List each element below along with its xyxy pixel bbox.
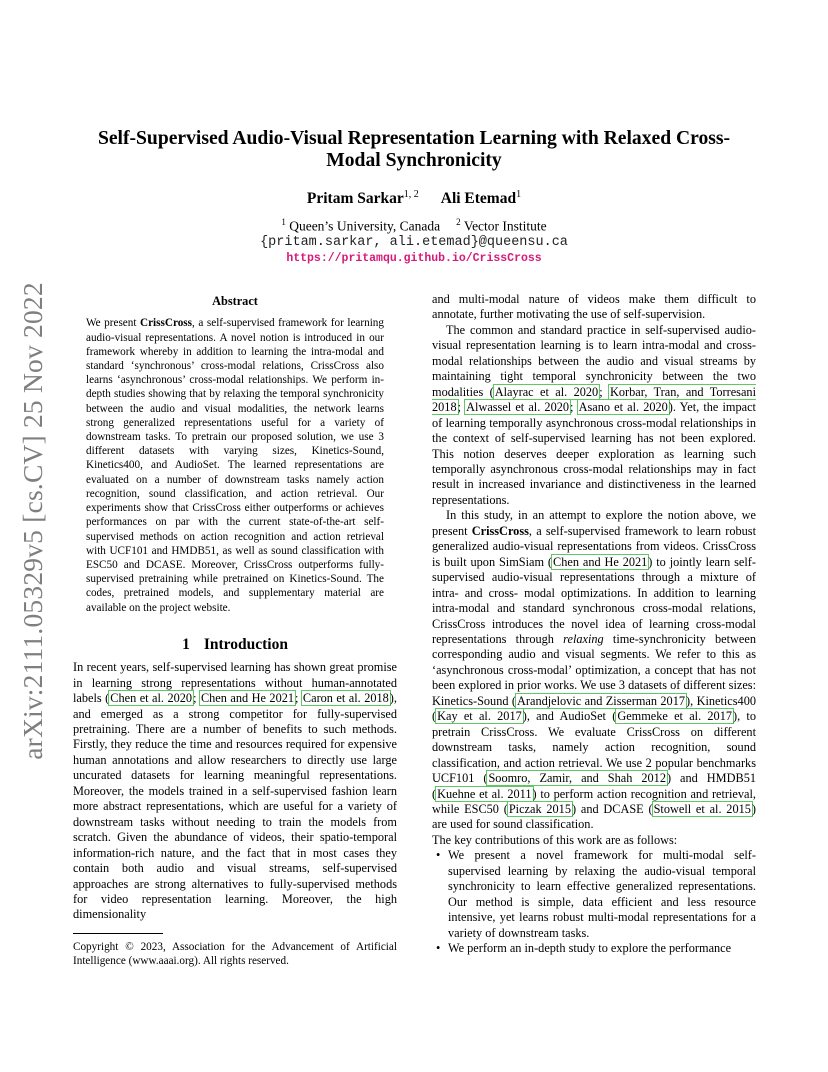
author-name: Ali Etemad bbox=[440, 190, 517, 208]
citation-link[interactable]: Asano et al. 2020 bbox=[578, 400, 668, 415]
copyright-footnote: Copyright © 2023, Association for the Advancement of Artificial Intelligence (www.aaai.org). All rights reserved. bbox=[73, 940, 397, 967]
list-item: • We present a novel framework for multi-modal self-supervised learning by relaxing the audio-visual temporal synchronicity to learn effective generalized representations. Our method is simple, data efficient and less resource intensive, yet learns robust multi-modal representations for a variety of downstream tasks. bbox=[436, 848, 756, 940]
intro-paragraph-1-continued: and multi-modal nature of videos make them difficult to annotate, further motivating the use of self-supervision. bbox=[432, 292, 756, 322]
author-affiliation-mark: 1 bbox=[516, 189, 522, 200]
citation-link[interactable]: Korbar, Tran, and Torresani 2018 bbox=[432, 384, 756, 415]
arxiv-id-text: arXiv:2111.05329v5 [cs.CV] 25 Nov 2022 bbox=[17, 282, 49, 760]
abstract-heading: Abstract bbox=[212, 294, 258, 308]
author-affiliation-mark: 1, 2 bbox=[403, 189, 419, 200]
abstract-body: We present CrissCross, a self-supervised framework for learning audio-visual representations. A novel notion is introduced in our framework whereby in addition to learning the intra-modal and standard ‘synchronous’ cross-modal relations, CrissCross also learns ‘asynchronous’ cross-modal relationships. We perform in-depth studies showing that by relaxing the temporal synchronicity between the audio and visual modalities, the network learns strong generalized representations useful for a variety of downstream tasks. To pretrain our proposed solution, we use 3 different datasets with varying sizes, Kinetics-Sound, Kinetics400, and AudioSet. The learned representations are evaluated on a number of downstream tasks namely action recognition, sound classification, and action retrieval. Our experiments show that CrissCross either outperforms or achieves performances on par with the current state-of-the-art self-supervised methods on action recognition and action retrieval with UCF101 and HMDB51, as well as sound classification with ESC50 and DCASE. Moreover, CrissCross outperforms fully-supervised pretraining while pretrained on Kinetics-Sound. The codes, pretrained models, and supplementary material are available on the project website. bbox=[86, 317, 384, 614]
citation-link[interactable]: Alwassel et al. 2020 bbox=[466, 400, 570, 415]
section-heading-introduction bbox=[73, 637, 397, 652]
arxiv-identifier-stamp bbox=[10, 282, 56, 760]
paper-title: Self-Supervised Audio-Visual Representation Learning with Relaxed Cross-Modal Synchronicity bbox=[97, 128, 731, 171]
citation-link[interactable]: Soomro, Zamir, and Shah 2012 bbox=[488, 771, 666, 786]
footnote-divider bbox=[73, 933, 163, 934]
bullet-icon: • bbox=[436, 941, 441, 956]
intro-paragraph-3: In this study, in an attempt to explore the notion above, we present CrissCross, a self-supervised framework to learn robust generalized audio-visual representations from videos. CrissCross is built upon SimSiam (Chen and He 2021) to jointly learn self-supervised audio-visual representations through a mixture of intra- and cross- modal optimizations. In addition to learning intra-modal and standard synchronous cross-modal relations, CrissCross introduces the novel idea of learning cross-modal representations through relaxing time-synchronicity between corresponding audio and visual segments. We refer to this as ‘asynchronous cross-modal’ optimization, a concept that has not been explored in prior works. We use 3 datasets of different sizes: Kinetics-Sound (Arandjelovic and Zisserman 2017), Kinetics400 (Kay et al. 2017), and AudioSet (Gemmeke et al. 2017), to pretrain CrissCross. We evaluate CrissCross on different downstream tasks, namely action recognition, sound classification, and action retrieval. We use 2 popular benchmarks UCF101 (Soomro, Zamir, and Shah 2012) and HMDB51 (Kuehne et al. 2011) to perform action recognition and retrieval, while ESC50 (Piczak 2015) and DCASE (Stowell et al. 2015) are used for sound classification. bbox=[432, 508, 757, 832]
citation-link[interactable]: Piczak 2015 bbox=[508, 801, 571, 816]
contributions-list bbox=[438, 848, 756, 956]
citation-link[interactable]: Kuehne et al. 2011 bbox=[437, 786, 532, 801]
right-column bbox=[432, 292, 756, 956]
framework-name: CrissCross bbox=[471, 523, 529, 538]
citation-link[interactable]: Chen et al. 2020 bbox=[110, 691, 193, 706]
citation-link[interactable]: Arandjelovic and Zisserman 2017 bbox=[517, 693, 685, 708]
framework-name: CrissCross bbox=[140, 317, 193, 330]
affiliation-mark: 1 bbox=[281, 217, 286, 228]
section-number: 1 bbox=[182, 635, 190, 653]
author-emails: {pritam.sarkar, ali.etemad}@queensu.ca bbox=[260, 234, 568, 250]
affiliation-name: Queen’s University, Canada bbox=[289, 218, 441, 234]
bullet-icon: • bbox=[436, 848, 441, 863]
contributions-lead: The key contributions of this work are as follows: bbox=[432, 832, 678, 847]
affiliation-name: Vector Institute bbox=[463, 218, 547, 234]
citation-link[interactable]: Kay et al. 2017 bbox=[437, 709, 522, 724]
citation-link[interactable]: Alayrac et al. 2020 bbox=[494, 384, 599, 399]
author-name: Pritam Sarkar bbox=[306, 190, 404, 208]
citation-link[interactable]: Chen and He 2021 bbox=[200, 691, 295, 706]
section-title: Introduction bbox=[203, 635, 288, 653]
affiliation-mark: 2 bbox=[456, 217, 461, 228]
intro-paragraph-1: In recent years, self-supervised learning has shown great promise in learning strong representations without human-annotated labels (Chen et al. 2020; Chen and He 2021; Caron et al. 2018), and emerged as a strong competitor for fully-supervised pretraining. There are a number of benefits to such methods. Firstly, they reduce the time and resources required for expensive human annotations and allow researchers to directly use large uncurated datasets for learning meaningful representations. Moreover, the models trained in a self-supervised fashion learn more abstract representations, which are useful for a variety of downstream tasks without needing to train the models from scratch. Given the abundance of videos, their spatio-temporal information-rich nature, and the fact that in most cases they contain both audio and visual streams, self-supervised approaches are strong alternatives to fully-supervised methods for video representation learning. Moreover, the high dimensionality bbox=[73, 660, 397, 922]
intro-paragraph-2: The common and standard practice in self-supervised audio-visual representation learning is to learn intra-modal and cross-modal relationships between the audio and visual streams by maintaining tight temporal synchronicity between the two modalities (Alayrac et al. 2020; Korbar, Tran, and Torresani 2018; Alwassel et al. 2020; Asano et al. 2020). Yet, the impact of learning temporally asynchronous cross-modal relationships in the context of self-supervised learning has not been explored. This notion deserves deeper exploration as learning such temporally asynchronous cross-modal relationships may in fact result in increased invariance and distinctiveness in the learned representations. bbox=[432, 322, 756, 507]
title-block bbox=[70, 128, 758, 266]
citation-link[interactable]: Gemmeke et al. 2017 bbox=[617, 709, 733, 724]
emphasis-text: relaxing bbox=[563, 631, 604, 646]
project-url-link[interactable]: https://pritamqu.github.io/CrissCross bbox=[286, 251, 542, 265]
citation-link[interactable]: Chen and He 2021 bbox=[553, 554, 648, 569]
citation-link[interactable]: Stowell et al. 2015 bbox=[653, 801, 751, 816]
citation-link[interactable]: Caron et al. 2018 bbox=[302, 691, 389, 706]
left-column bbox=[73, 294, 397, 968]
affiliation-list bbox=[70, 214, 758, 235]
author-list bbox=[70, 186, 758, 208]
list-item: • We perform an in-depth study to explore the performance bbox=[436, 941, 732, 956]
